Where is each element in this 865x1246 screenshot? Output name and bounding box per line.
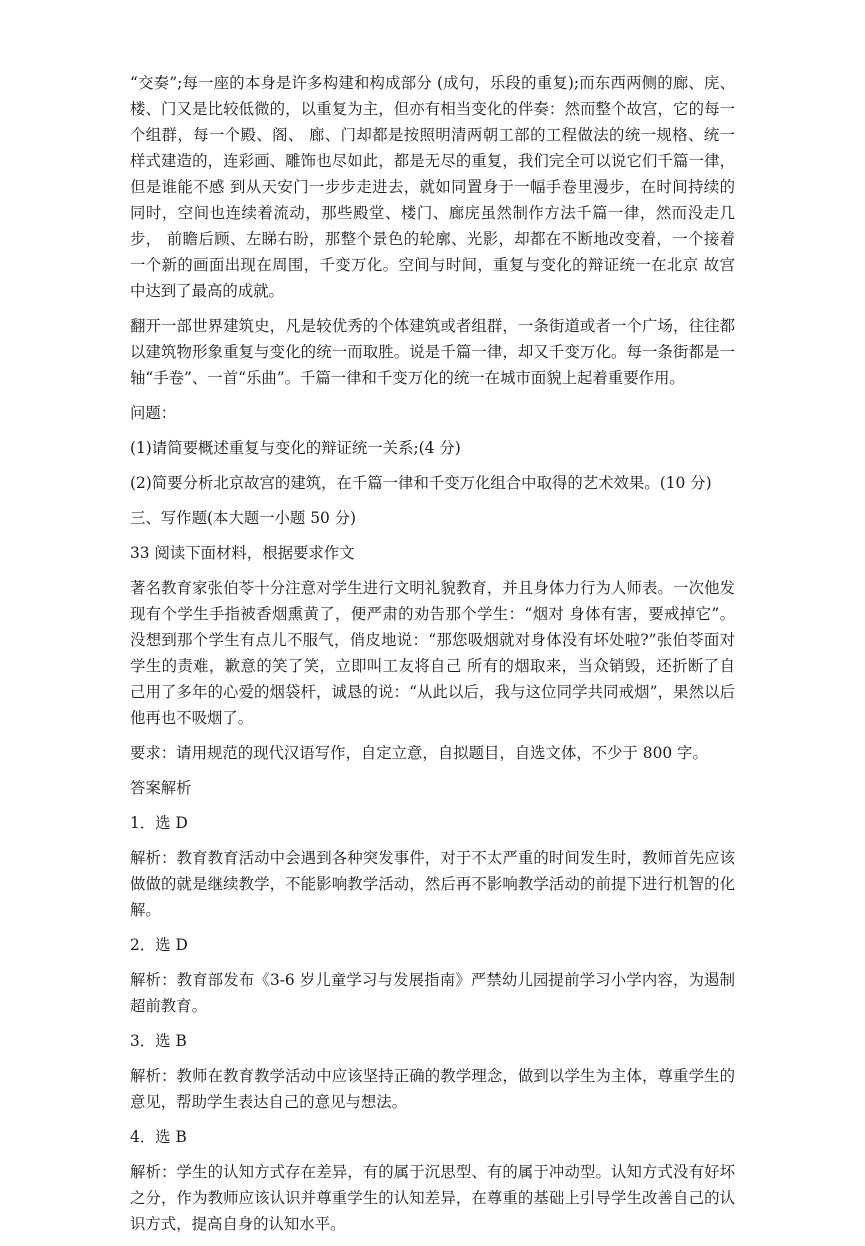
answers-heading: 答案解析 [130,779,192,797]
explanation-1: 解析：教育教育活动中会遇到各种突发事件，对于不太严重的时间发生时，教师首先应该做做的就是继续教学，不能影响教学活动，然后再不影响教学活动的前提下进行机智的化解。 [130,849,735,919]
questions-heading: 问题： [130,404,177,422]
writing-material: 著名教育家张伯苓十分注意对学生进行文明礼貌教育，并且身体力行为人师表。一次他发现有个学生手指被香烟熏黄了，便严肃的劝告那个学生：“烟对 身体有害，要戒掉它”。没想到那个学生有点儿不服气，俏皮地说：“那您吸烟就对身体没有坏处啦?”张伯苓面对学生的责难，歉意的笑了笑，立即叫工友将自己 所有的烟取来，当众销毁，还折断了自己用了多年的心爱的烟袋杆，诚恳的说：“从此以后，我与这位同学共同戒烟”，果然以后他再也不吸烟了。 [130,579,735,727]
answer-2: 2．选 D [130,936,188,954]
explanation-3: 解析：教师在教育教学活动中应该坚持正确的教学理念，做到以学生为主体，尊重学生的意见，帮助学生表达自己的意见与想法。 [130,1067,735,1111]
question-1: (1)请简要概述重复与变化的辩证统一关系;(4 分) [130,439,461,457]
question-33: 33 阅读下面材料，根据要求作文 [130,544,355,562]
answer-3: 3．选 B [130,1032,187,1050]
section-writing-heading: 三、写作题(本大题一小题 50 分) [130,509,357,527]
writing-requirement: 要求：请用规范的现代汉语写作，自定立意，自拟题目，自选文体，不少于 800 字。 [130,744,708,762]
answer-4: 4．选 B [130,1128,187,1146]
explanation-2: 解析：教育部发布《3-6 岁儿童学习与发展指南》严禁幼儿园提前学习小学内容，为遏制超前教育。 [130,971,735,1015]
paragraph-world-architecture: 翻开一部世界建筑史，凡是较优秀的个体建筑或者组群，一条街道或者一个广场，往往都以建筑物形象重复与变化的统一而取胜。说是千篇一律，却又千变万化。每一条街都是一轴“手卷”、一首“乐曲”。千篇一律和千变万化的统一在城市面貌上起着重要作用。 [130,317,735,387]
answer-1: 1．选 D [130,814,188,832]
explanation-4: 解析：学生的认知方式存在差异，有的属于沉思型、有的属于冲动型。认知方式没有好坏之分，作为教师应该认识并尊重学生的认知差异，在尊重的基础上引导学生改善自己的认识方式，提高自身的认知水平。 [130,1163,735,1233]
question-2: (2)简要分析北京故宫的建筑，在千篇一律和千变万化组合中取得的艺术效果。(10 分) [130,474,712,492]
document-page [130,70,735,1246]
paragraph-palace-music: “交奏”;每一座的本身是许多构建和构成部分 (成句，乐段的重复);而东西两侧的廊、庑、楼、门又是比较低微的，以重复为主，但亦有相当变化的伴奏：然而整个故宫，它的每一个组群，每一个殿、阁、 廊、门却都是按照明清两朝工部的工程做法的统一规格、统一样式建造的，连彩画、雕饰也尽如此，都是无尽的重复，我们完全可以说它们千篇一律，但是谁能不感 到从天安门一步步走进去，就如同置身于一幅手卷里漫步，在时间持续的同时，空间也连续着流动，那些殿堂、楼门、廊庑虽然制作方法千篇一律，然而没走几步， 前瞻后顾、左睇右盼，那整个景色的轮廓、光影，却都在不断地改变着，一个接着一个新的画面出现在周围，千变万化。空间与时间，重复与变化的辩证统一在北京 故宫中达到了最高的成就。 [130,74,735,300]
